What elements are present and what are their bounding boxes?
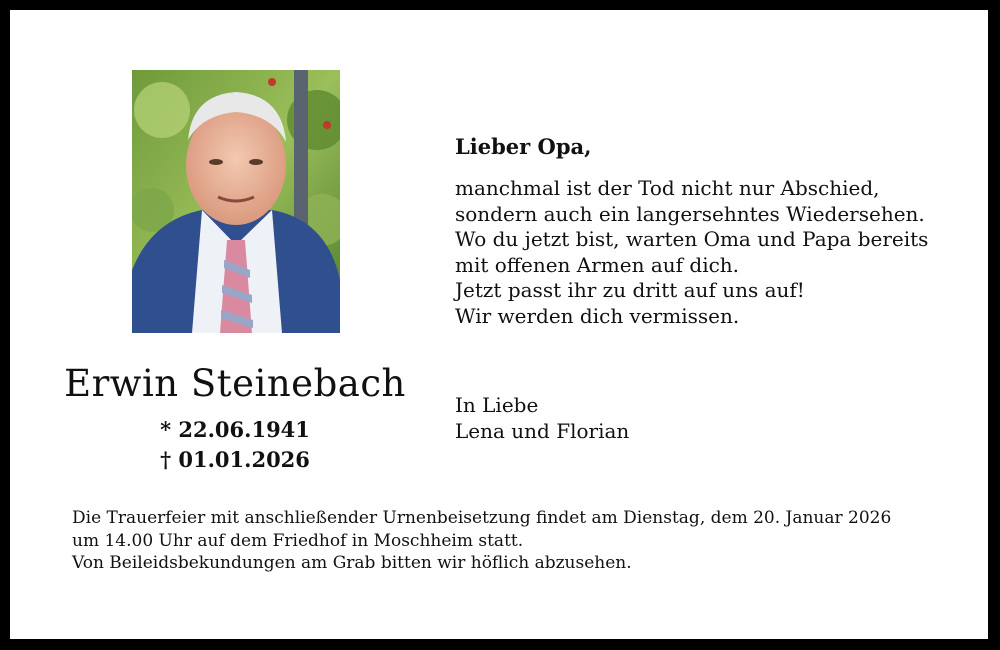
poem-line: mit offenen Armen auf dich. [455,252,740,277]
poem-line: sondern auch ein langersehntes Wiedersehen. [455,201,925,226]
life-dates [110,415,360,475]
death-date: † 01.01.2026 [160,447,310,472]
funeral-info [72,507,891,575]
poem-line: manchmal ist der Tod nicht nur Abschied, [455,176,880,200]
portrait-photo [132,70,340,333]
birth-date: * 22.06.1941 [160,417,310,442]
greeting: Lieber Opa, [455,134,592,159]
poem-line: Wir werden dich vermissen. [455,303,740,328]
poem-line: Jetzt passt ihr zu dritt auf uns auf! [455,278,805,302]
funeral-info-line: Die Trauerfeier mit anschließender Urnenbeisetzung findet am Dienstag, dem 20. Januar 2026 [72,508,892,528]
obituary-card [10,10,988,639]
deceased-name: Erwin Steinebach [64,362,406,405]
closing: In Liebe [455,393,539,417]
funeral-info-line: Von Beileidsbekundungen am Grab bitten wir höflich abzusehen. [72,553,632,573]
poem [455,176,928,329]
poem-line: Wo du jetzt bist, warten Oma und Papa bereits [455,227,929,251]
signers: Lena und Florian [455,419,630,443]
funeral-info-line: um 14.00 Uhr auf dem Friedhof in Moschheim statt. [72,530,524,551]
signature-block [455,392,629,444]
